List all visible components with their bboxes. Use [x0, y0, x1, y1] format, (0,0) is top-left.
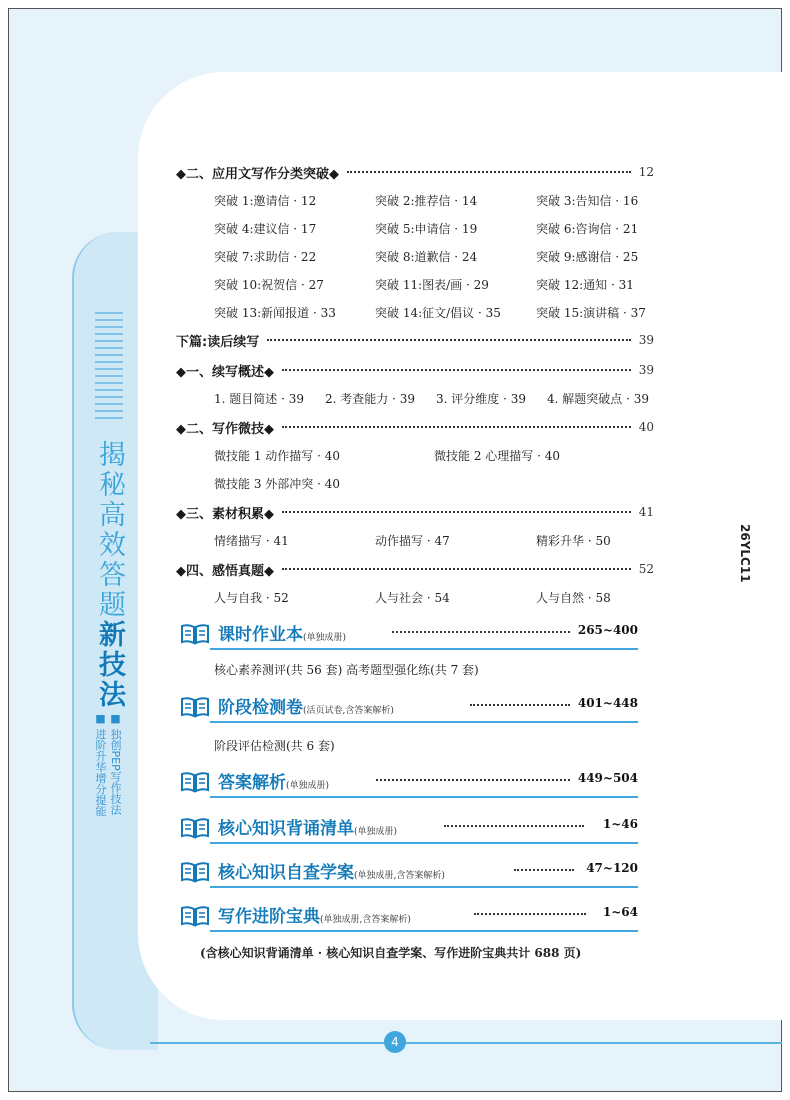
section-pages: 1~64 — [602, 905, 638, 919]
side-title-light: 揭秘高效答题 — [94, 440, 125, 620]
section-pages: 47~120 — [586, 861, 638, 875]
book-icon — [180, 623, 210, 645]
toc-item[interactable]: 人与自我 · 52 — [214, 591, 289, 605]
toc-item[interactable]: 3. 评分维度 · 39 — [436, 392, 526, 406]
bottom-rule — [150, 1042, 782, 1044]
toc-item[interactable]: 4. 解题突破点 · 39 — [547, 392, 649, 406]
toc-title: ◆三、素材积累◆ — [176, 506, 274, 522]
toc-page: 12 — [638, 165, 654, 179]
section-underline — [210, 721, 638, 723]
section-note: (单独成册) — [286, 781, 330, 791]
book-icon — [180, 771, 210, 793]
section-underline — [210, 842, 638, 844]
section-title-text: 核心知识自查学案 — [218, 863, 354, 883]
toc-item[interactable]: 动作描写 · 47 — [375, 534, 450, 548]
toc-title: ◆一、续写概述◆ — [176, 364, 274, 380]
book-icon — [180, 817, 210, 839]
toc-item[interactable]: 人与社会 · 54 — [375, 591, 450, 605]
section-note: (活页试卷,含答案解析) — [303, 706, 394, 716]
toc-heading-overview[interactable] — [176, 360, 654, 380]
section-underline — [210, 796, 638, 798]
toc-item[interactable]: 情绪描写 · 41 — [214, 534, 289, 548]
toc-heading-real-questions[interactable] — [176, 559, 654, 579]
dot-leader — [282, 568, 631, 570]
section-pages: 401~448 — [577, 696, 638, 710]
toc-item[interactable]: 突破 14:征文/倡议 · 35 — [375, 306, 501, 320]
section-recitation-list[interactable] — [180, 814, 638, 844]
section-note: (单独成册,含答案解析) — [354, 871, 445, 881]
dot-leader — [392, 631, 570, 633]
side-subtitle-2: ■ 进阶升华增分提能 — [94, 712, 107, 817]
side-title — [93, 440, 125, 710]
page-number-badge: 4 — [384, 1031, 406, 1053]
toc-title: ◆二、写作微技◆ — [176, 421, 274, 437]
section-note: (单独成册,含答案解析) — [320, 915, 411, 925]
section-underline — [210, 648, 638, 650]
toc-item[interactable]: 突破 4:建议信 · 17 — [214, 222, 317, 236]
section-title-text: 核心知识背诵清单 — [218, 819, 354, 839]
toc-page: 40 — [638, 420, 654, 434]
toc-item[interactable]: 突破 6:咨询信 · 21 — [536, 222, 639, 236]
toc-title: ◆二、应用文写作分类突破◆ — [176, 166, 339, 182]
section-answers[interactable] — [180, 768, 638, 798]
section-title-text: 课时作业本 — [218, 625, 303, 645]
toc-item[interactable]: 1. 题目简述 · 39 — [214, 392, 304, 406]
toc-part-continuation-writing[interactable] — [176, 330, 654, 350]
toc-heading-materials[interactable] — [176, 502, 654, 522]
section-note: (单独成册) — [303, 633, 347, 643]
section-underline — [210, 930, 638, 932]
section-pages: 449~504 — [577, 771, 638, 785]
section-underline — [210, 886, 638, 888]
dot-leader — [347, 171, 631, 173]
book-icon — [180, 861, 210, 883]
dot-leader — [282, 426, 631, 428]
section-title-text: 写作进阶宝典 — [218, 907, 320, 927]
toc-item[interactable]: 突破 12:通知 · 31 — [536, 278, 634, 292]
toc-heading-micro-skills[interactable] — [176, 417, 654, 437]
side-code: 26YLC11 — [738, 524, 752, 583]
section-title — [218, 693, 394, 718]
dot-leader — [282, 511, 631, 513]
toc-item[interactable]: 突破 3:告知信 · 16 — [536, 194, 639, 208]
toc-title: 下篇:读后续写 — [176, 334, 260, 350]
section-title — [218, 902, 411, 927]
dot-leader — [376, 779, 570, 781]
section-title — [218, 620, 346, 645]
side-subtitle-1: ■ 独创PEP写作技法 — [109, 712, 122, 815]
toc-item[interactable]: 突破 15:演讲稿 · 37 — [536, 306, 646, 320]
toc-title: ◆四、感悟真题◆ — [176, 563, 274, 579]
toc-item[interactable]: 微技能 3 外部冲突 · 40 — [214, 477, 340, 491]
dot-leader — [514, 869, 574, 871]
toc-item[interactable]: 突破 7:求助信 · 22 — [214, 250, 317, 264]
toc-page: 39 — [638, 333, 654, 347]
dot-leader — [474, 913, 586, 915]
dot-leader — [267, 339, 631, 341]
section-homework[interactable] — [180, 620, 638, 650]
toc-page: 41 — [638, 505, 654, 519]
book-icon — [180, 696, 210, 718]
toc-page: 52 — [638, 562, 654, 576]
toc-item[interactable]: 突破 1:邀请信 · 12 — [214, 194, 317, 208]
section-pages: 1~46 — [602, 817, 638, 831]
toc-item[interactable]: 突破 9:感谢信 · 25 — [536, 250, 639, 264]
toc-item[interactable]: 突破 10:祝贺信 · 27 — [214, 278, 324, 292]
section-title — [218, 768, 329, 793]
toc-item[interactable]: 突破 11:图表/画 · 29 — [375, 278, 489, 292]
toc-page: 39 — [638, 363, 654, 377]
section-note: (单独成册) — [354, 827, 398, 837]
toc-item[interactable]: 突破 2:推荐信 · 14 — [375, 194, 478, 208]
toc-item[interactable]: 精彩升华 · 50 — [536, 534, 611, 548]
toc-heading-application-writing[interactable] — [176, 162, 654, 182]
toc-item[interactable]: 突破 13:新闻报道 · 33 — [214, 306, 336, 320]
footer-note: (含核心知识背诵清单 · 核心知识自查学案、写作进阶宝典共计 688 页) — [200, 946, 582, 960]
book-icon — [180, 905, 210, 927]
side-title-bold: 新技法 — [94, 620, 125, 710]
toc-item[interactable]: 人与自然 · 58 — [536, 591, 611, 605]
toc-item[interactable]: 微技能 2 心理描写 · 40 — [434, 449, 560, 463]
toc-item[interactable]: 微技能 1 动作描写 · 40 — [214, 449, 340, 463]
section-writing-guide[interactable] — [180, 902, 638, 932]
section-title-text: 阶段检测卷 — [218, 698, 303, 718]
dot-leader — [444, 825, 584, 827]
toc-item[interactable]: 突破 8:道歉信 · 24 — [375, 250, 478, 264]
toc-item[interactable]: 突破 5:申请信 · 19 — [375, 222, 478, 236]
section-title — [218, 814, 397, 839]
section-stage-tests[interactable] — [180, 693, 638, 723]
section-description: 核心素养测评(共 56 套) 高考题型强化练(共 7 套) — [214, 663, 479, 677]
section-title — [218, 858, 445, 883]
section-description: 阶段评估检测(共 6 套) — [214, 739, 335, 753]
section-self-check[interactable] — [180, 858, 638, 888]
section-pages: 265~400 — [577, 623, 638, 637]
decorative-stripes — [95, 312, 123, 422]
dot-leader — [470, 704, 570, 706]
toc-item[interactable]: 2. 考查能力 · 39 — [325, 392, 415, 406]
section-title-text: 答案解析 — [218, 773, 286, 793]
dot-leader — [282, 369, 631, 371]
